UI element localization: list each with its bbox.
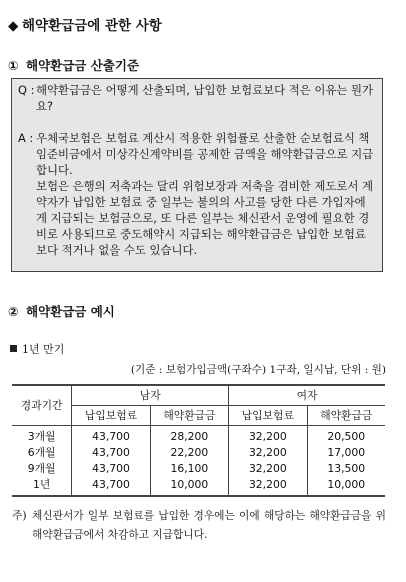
period-cell: 1년 [12,477,72,496]
answer-label: A : [18,131,34,145]
question-text: 해약환급금은 어떻게 산출되며, 납입한 보험료보다 적은 이유는 뭔가요? [36,83,374,113]
female-refund-cell: 17,000 [327,446,366,459]
answer-paragraph-2: 보험은 은행의 저축과는 달리 위험보장과 저축을 겸비한 제도로서 계약자가 납입한 보험료 중 일부는 불의의 사고를 당한 다른 가입자에게 지급되는 보험금으로, 또 다른 일부는 체신관서 운영에 필요한 경비로 사용되므로 중도해약시 지급되는 해약환급금은 납입한 보험료보다 적거나 없을 수도 있습니다. [36,179,374,257]
male-paid-cell: 43,700 [72,426,150,446]
section-heading-calculation [8,56,139,74]
table-row [12,461,385,477]
period-cell: 6개월 [12,445,72,461]
male-header: 남자 [72,385,229,406]
section-number: ② [8,304,19,319]
period-cell: 9개월 [12,461,72,477]
refund-table [12,384,385,497]
subheading-text: 1년 만기 [22,343,65,356]
qa-box [11,78,383,272]
question-label: Q : [18,83,35,97]
male-refund-cell: 16,100 [150,461,228,477]
male-refund-cell: 28,200 [150,426,228,446]
female-paid-cell: 32,200 [229,426,307,446]
male-refund-cell: 22,200 [150,445,228,461]
period-cell: 3개월 [12,426,72,446]
male-refund-cell: 10,000 [150,477,228,496]
answer-paragraph-1: 우체국보험은 보험료 계산시 적용한 위험률로 산출한 순보험료식 책임준비금에서 미상각신계약비를 공제한 금액을 해약환급금으로 지급합니다. [36,131,374,177]
male-paid-cell: 43,700 [72,461,150,477]
question [18,82,376,114]
male-refund-header: 해약환급금 [150,406,228,426]
section-heading-example [8,302,115,320]
table-basis-note: (기준 : 보험가입금액(구좌수) 1구좌, 일시납, 단위 : 원) [130,364,386,376]
period-header: 경과기간 [12,385,72,426]
female-paid-cell: 32,200 [229,461,307,477]
subheading [10,341,64,357]
female-refund-cell: 13,500 [327,462,366,475]
table-row [12,477,385,496]
footnote-text: 체신관서가 일부 보험료를 납입한 경우에는 이에 해당하는 해약환급금을 위 해약환급금에서 차감하고 지급합니다. [32,509,386,541]
section-number: ① [8,58,19,73]
male-paid-header: 납입보험료 [72,406,150,426]
page-title-text: 해약환급금에 관한 사항 [22,18,162,34]
footnote [12,506,386,544]
male-paid-cell: 43,700 [72,445,150,461]
table-row [12,445,385,461]
female-refund-cell: 10,000 [327,478,366,491]
square-bullet-icon [10,345,17,352]
female-refund-cell: 20,500 [327,430,366,443]
page-title [8,14,162,34]
footnote-label: 주) [12,509,27,522]
female-header: 여자 [229,385,385,406]
female-paid-cell: 32,200 [229,445,307,461]
diamond-bullet-icon: ◆ [8,18,19,34]
answer [18,130,376,258]
table-row [12,426,385,446]
female-refund-header: 해약환급금 [320,409,373,422]
female-paid-cell: 32,200 [229,477,307,496]
female-paid-header: 납입보험료 [229,406,307,426]
male-paid-cell: 43,700 [72,477,150,496]
section-heading-text: 해약환급금 예시 [26,304,115,319]
section-heading-text: 해약환급금 산출기준 [26,58,140,73]
